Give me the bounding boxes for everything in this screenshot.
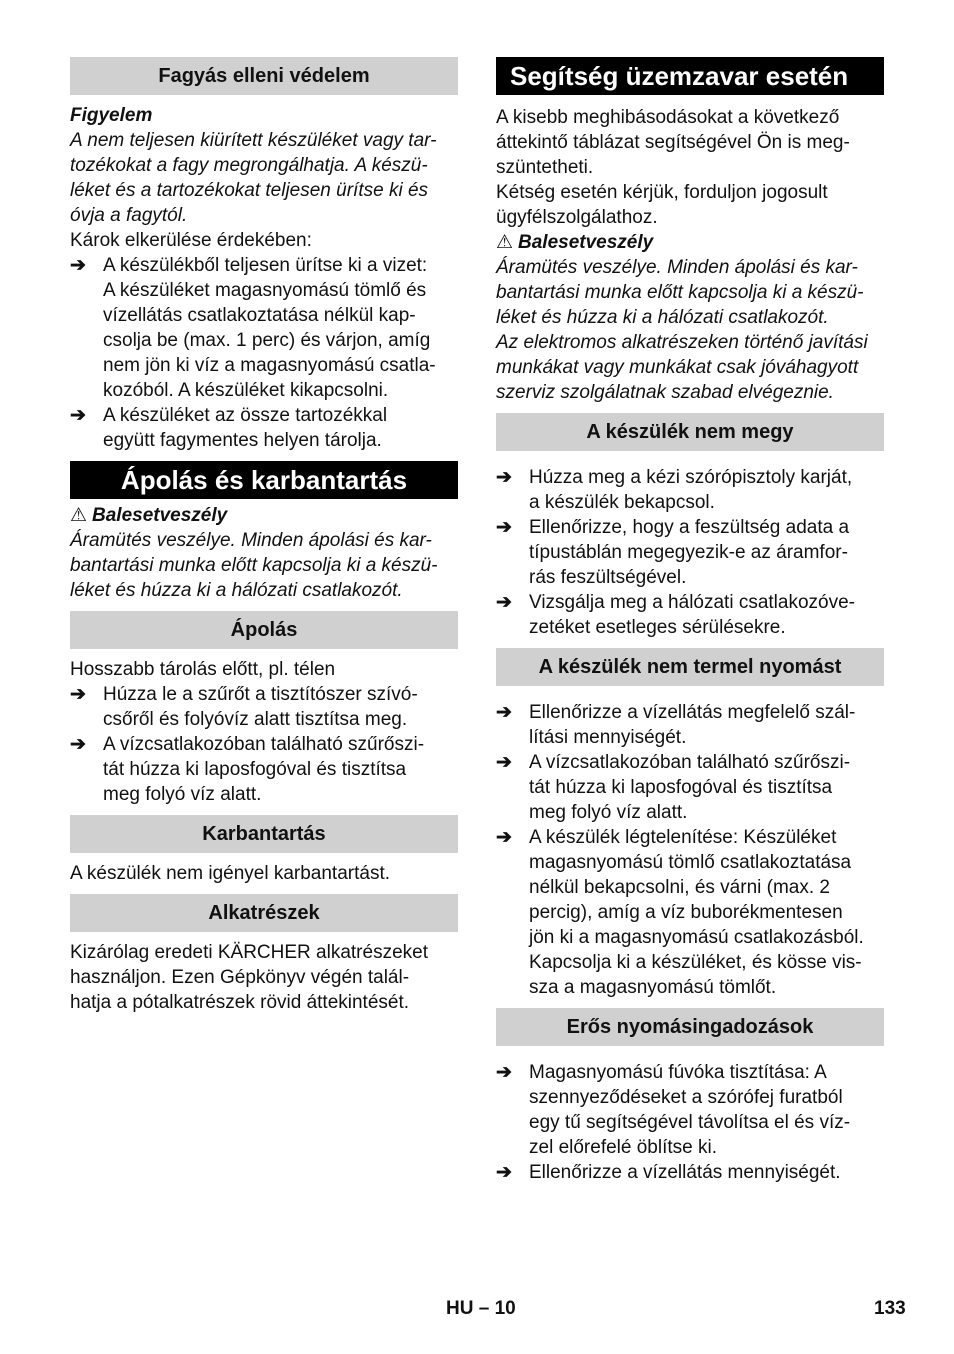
warning-label: ⚠ Balesetveszély [496,232,654,253]
arrow-right-icon: ➔ [496,752,512,773]
frost-note-line: léket és a tartozékokat teljesen ürítse ki és [70,180,429,201]
help-line: ügyfélszolgálathoz. [496,207,658,228]
warning-label: ⚠ Balesetveszély [70,505,228,526]
list-item: ➔ Húzza meg a kézi szórópisztoly karját, a készülék bekapcsol. [496,467,853,513]
frost-steps [70,253,458,453]
warning-line: bantartási munka előtt kapcsolja ki a készü- [496,282,864,303]
list-item: ➔ A készüléket az össze tartozékkal együtt fagymentes helyen tárolja. [70,405,388,451]
warning-line: léket és húzza ki a hálózati csatlakozót. [70,580,403,601]
frost-intro: Károk elkerülése érdekében: [70,230,312,251]
warning-triangle-icon: ⚠ [496,232,514,253]
left-column [70,57,458,1015]
arrow-right-icon: ➔ [496,1162,512,1183]
help-line: A kisebb meghibásodásokat a következő [496,107,840,128]
care-intro: Hosszabb tárolás előtt, pl. télen [70,659,336,680]
list-item: ➔ Magasnyomású fúvóka tisztítása: A szennyeződéseket a szórófej furatból egy tű segítségével távolítsa el és víz- zel előrefelé öblítse ki. [496,1062,851,1158]
heading-care: Ápolás [70,611,458,649]
arrow-right-icon: ➔ [70,405,86,426]
spare-parts-line: Kizárólag eredeti KÄRCHER alkatrészeket [70,942,428,963]
no-pressure-steps [496,700,884,1000]
care-steps [70,682,458,807]
frost-note-line: óvja a fagytól. [70,205,188,226]
spare-parts-line: használjon. Ezen Gépkönyv végén talál- [70,967,410,988]
warning-line: Az elektromos alkatrészeken történő javítási [496,332,868,353]
warning-line: bantartási munka előtt kapcsolja ki a készü- [70,555,438,576]
warning-line: Áramütés veszélye. Minden ápolási és kar- [70,530,432,551]
list-item: ➔ Ellenőrizze a vízellátás mennyiségét. [496,1162,841,1183]
help-line: szüntetheti. [496,157,594,178]
list-item: ➔ A vízcsatlakozóban található szűrőszi- tát húzza ki laposfogóval és tisztítsa meg folyó víz alatt. [496,752,851,823]
pressure-fluctuation-steps [496,1060,884,1185]
arrow-right-icon: ➔ [496,517,512,538]
spare-parts-line: hatja a pótalkatrészek rövid áttekintését. [70,992,410,1013]
not-running-steps [496,465,884,640]
help-line: áttekintő táblázat segítségével Ön is meg- [496,132,850,153]
heading-pressure-fluctuation: Erős nyomásingadozások [496,1008,884,1046]
arrow-right-icon: ➔ [70,734,86,755]
arrow-right-icon: ➔ [496,592,512,613]
arrow-right-icon: ➔ [496,827,512,848]
heading-frost-protection: Fagyás elleni védelem [70,57,458,95]
heading-care-maintenance: Ápolás és karbantartás [70,461,458,499]
warning-triangle-icon: ⚠ [70,505,88,526]
page-number: 133 [874,1298,906,1319]
list-item: ➔ Húzza le a szűrőt a tisztítószer szívó- csőről és folyóvíz alatt tisztítsa meg. [70,684,418,730]
help-line: Kétség esetén kérjük, forduljon jogosult [496,182,828,203]
right-column [496,57,884,1185]
list-item: ➔ A készülékből teljesen ürítse ki a vizet: A készüléket magasnyomású tömlő és vízellátás csatlakoztatása nélkül kap- csolja be (max. 1 perc) és várjon, amíg nem jön ki víz a magasnyomású csatla- kozóból. A készüléket kikapcsolni. [70,255,436,401]
list-item: ➔ Ellenőrizze a vízellátás megfelelő szál- lítási mennyiségét. [496,702,856,748]
heading-spare-parts: Alkatrészek [70,894,458,932]
warning-line: léket és húzza ki a hálózati csatlakozót. [496,307,829,328]
arrow-right-icon: ➔ [496,702,512,723]
maintenance-text: A készülék nem igényel karbantartást. [70,863,391,884]
warning-line: szerviz szolgálatnak szabad elvégeznie. [496,382,834,403]
warning-line: Áramütés veszélye. Minden ápolási és kar- [496,257,858,278]
attention-label: Figyelem [70,105,153,126]
list-item: ➔ Vizsgálja meg a hálózati csatlakozóve- zetéket esetleges sérülésekre. [496,592,855,638]
frost-note-line: tozékokat a fagy megrongálhatja. A készü- [70,155,428,176]
list-item: ➔ A készülék légtelenítése: Készüléket magasnyomású tömlő csatlakoztatása nélkül bekapcsolni, és várni (max. 2 percig), amíg a víz buborékmentesen jön ki a magasnyomású csatlakozásból. Kapcsolja ki a készüléket, és kösse vis- sza a magasnyomású tömlőt. [496,827,864,998]
heading-maintenance: Karbantartás [70,815,458,853]
page-label: HU – 10 [446,1298,516,1319]
heading-no-pressure: A készülék nem termel nyomást [496,648,884,686]
list-item: ➔ A vízcsatlakozóban található szűrőszi- tát húzza ki laposfogóval és tisztítsa meg folyó víz alatt. [70,734,425,805]
arrow-right-icon: ➔ [496,467,512,488]
heading-troubleshooting: Segítség üzemzavar esetén [496,57,884,95]
arrow-right-icon: ➔ [70,684,86,705]
arrow-right-icon: ➔ [70,255,86,276]
heading-not-running: A készülék nem megy [496,413,884,451]
warning-line: munkákat vagy munkákat csak jóváhagyott [496,357,859,378]
arrow-right-icon: ➔ [496,1062,512,1083]
list-item: ➔ Ellenőrizze, hogy a feszültség adata a típustáblán megegyezik-e az áramfor- rás feszültségével. [496,517,850,588]
frost-note-line: A nem teljesen kiürített készüléket vagy tar- [70,130,437,151]
